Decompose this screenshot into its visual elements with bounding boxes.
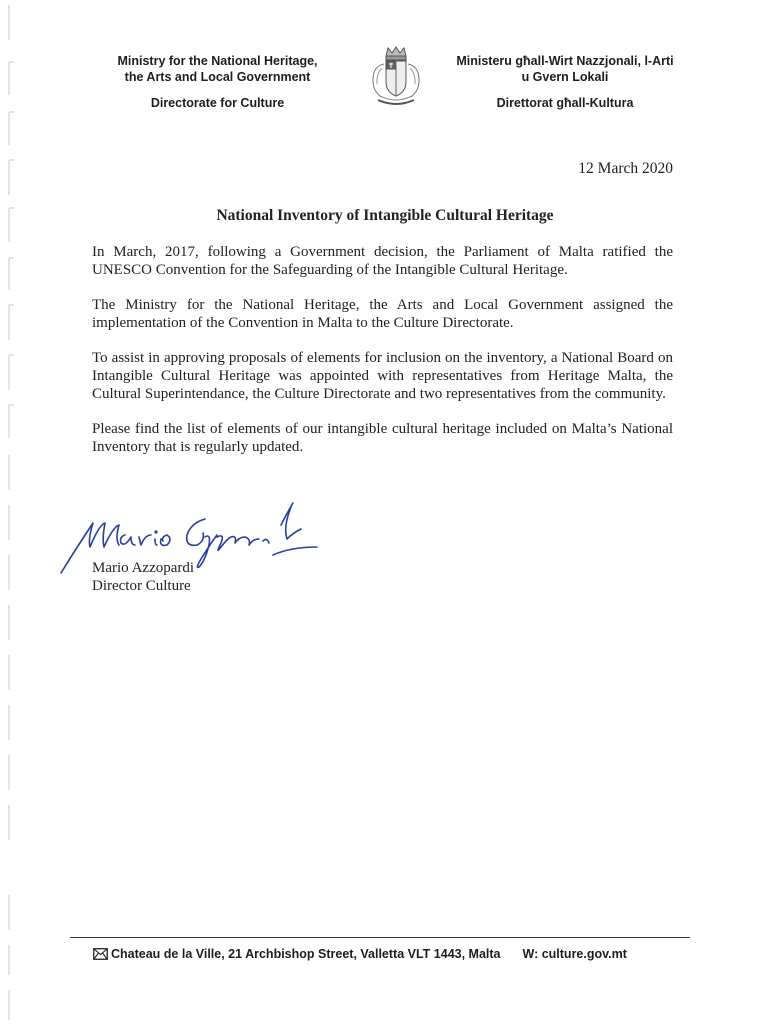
ministry-name-mt-line1: Ministeru għall-Wirt Nazzjonali, l-Arti <box>456 54 674 68</box>
malta-coat-of-arms-icon <box>364 44 428 110</box>
signature-block <box>92 559 194 595</box>
ministry-name-line2: the Arts and Local Government <box>124 70 311 84</box>
paragraph: Please find the list of elements of our intangible cultural heritage included on Malta’s National Inventory that is regularly updated. <box>92 421 673 455</box>
footer-website[interactable]: W: culture.gov.mt <box>522 947 627 961</box>
letter-body <box>92 243 673 473</box>
ministry-header-maltese <box>440 53 690 111</box>
paragraph: To assist in approving proposals of elements for inclusion on the inventory, a National Board on Intangible Cultural Heritage was appointed with representatives from Heritage Malta, the Cultural Superintendance, the Culture Directorate and two representatives from the community. <box>92 350 673 402</box>
letter-date: 12 March 2020 <box>578 160 673 177</box>
footer-address: Chateau de la Ville, 21 Archbishop Street, Valletta VLT 1443, Malta <box>111 947 501 961</box>
document-title: National Inventory of Intangible Cultural Heritage <box>216 207 554 224</box>
directorate-name-mt: Direttorat għall-Kultura <box>496 96 634 110</box>
signer-name: Mario Azzopardi <box>92 560 195 576</box>
signer-position: Director Culture <box>92 578 191 594</box>
paragraph: The Ministry for the National Heritage, the Arts and Local Government assigned the implementation of the Convention in Malta to the Culture Directorate. <box>92 297 673 331</box>
ministry-name-mt-line2: u Gvern Lokali <box>521 70 609 84</box>
ministry-header-english <box>95 53 340 111</box>
footer-contact <box>93 947 627 961</box>
envelope-icon <box>93 948 108 960</box>
paragraph: In March, 2017, following a Government decision, the Parliament of Malta ratified the UNESCO Convention for the Safeguarding of the Intangible Cultural Heritage. <box>92 244 673 278</box>
scan-edge-marks <box>0 0 22 1024</box>
directorate-name: Directorate for Culture <box>150 96 285 110</box>
ministry-name-line1: Ministry for the National Heritage, <box>117 54 318 68</box>
footer-divider <box>70 937 690 938</box>
